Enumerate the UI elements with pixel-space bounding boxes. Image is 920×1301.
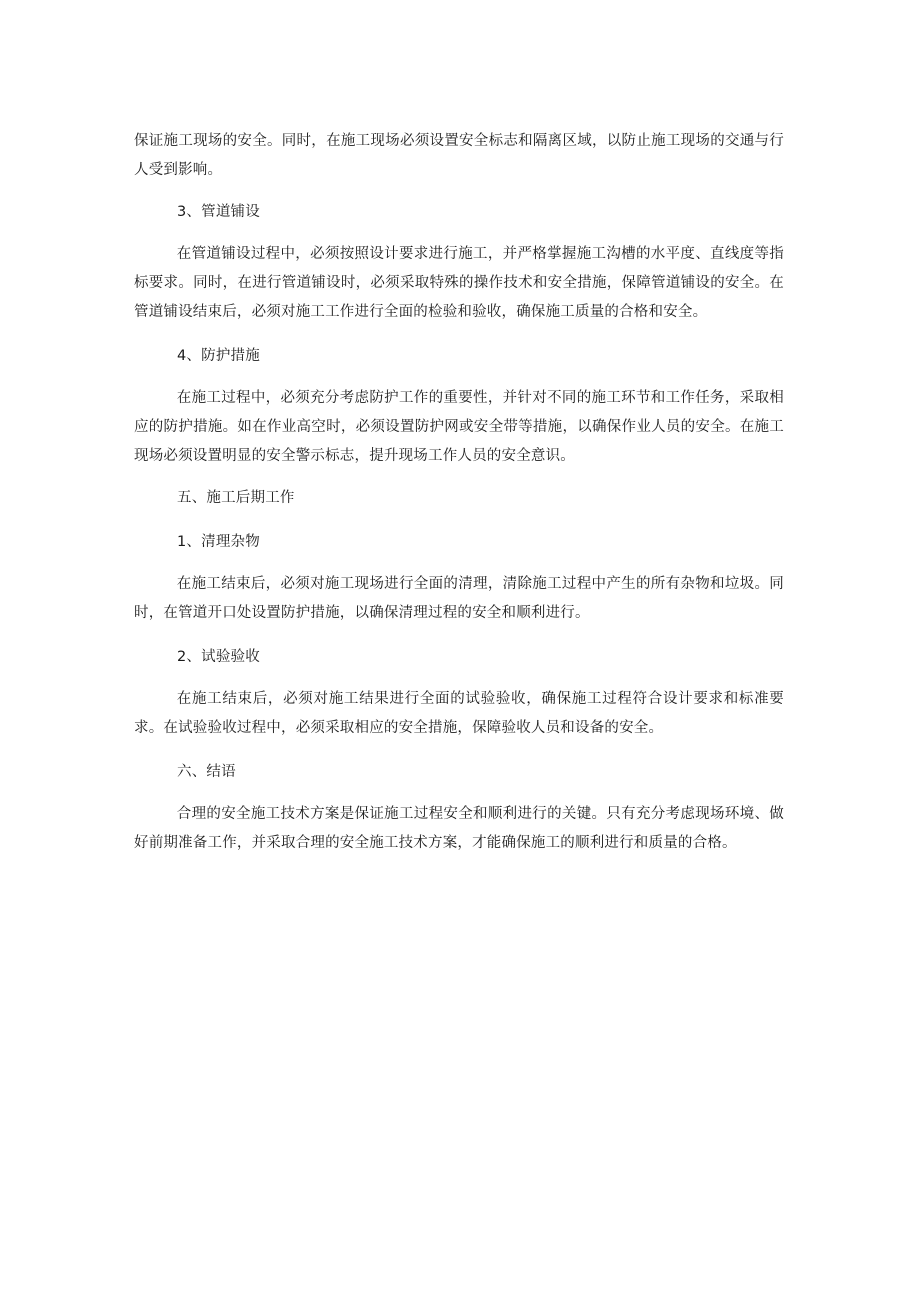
- document-body: [134, 127, 784, 858]
- section-paragraph-conclusion: 合理的安全施工技术方案是保证施工过程安全和顺利进行的关键。只有充分考虑现场环境、做好前期准备工作，并采取合理的安全施工技术方案，才能确保施工的顺利进行和质量的合格。: [134, 806, 784, 851]
- section-paragraph-protection: 在施工过程中，必须充分考虑防护工作的重要性，并针对不同的施工环节和工作任务，采取相应的防护措施。如在作业高空时，必须设置防护网或安全带等措施，以确保作业人员的安全。在施工现场必须设置明显的安全警示标志，提升现场工作人员的安全意识。: [134, 390, 784, 464]
- section-paragraph-pipe-laying: 在管道铺设过程中，必须按照设计要求进行施工，并严格掌握施工沟槽的水平度、直线度等指标要求。同时，在进行管道铺设时，必须采取特殊的操作技术和安全措施，保障管道铺设的安全。在管道铺设结束后，必须对施工工作进行全面的检验和验收，确保施工质量的合格和安全。: [134, 246, 784, 320]
- section-heading-protection: 4、防护措施: [177, 348, 260, 364]
- section-heading-conclusion: 六、结语: [177, 764, 236, 780]
- section-paragraph-cleanup: 在施工结束后，必须对施工现场进行全面的清理，清除施工过程中产生的所有杂物和垃圾。同时，在管道开口处设置防护措施，以确保清理过程的安全和顺利进行。: [134, 576, 784, 621]
- section-heading-pipe-laying: 3、管道铺设: [177, 204, 260, 220]
- section-heading-cleanup: 1、清理杂物: [177, 534, 260, 550]
- intro-paragraph: 保证施工现场的安全。同时，在施工现场必须设置安全标志和隔离区域，以防止施工现场的交通与行人受到影响。: [134, 133, 784, 178]
- section-heading-acceptance-test: 2、试验验收: [177, 649, 260, 665]
- section-heading-post-construction: 五、施工后期工作: [177, 490, 295, 506]
- section-paragraph-acceptance-test: 在施工结束后，必须对施工结果进行全面的试验验收，确保施工过程符合设计要求和标准要求。在试验验收过程中，必须采取相应的安全措施，保障验收人员和设备的安全。: [134, 691, 784, 736]
